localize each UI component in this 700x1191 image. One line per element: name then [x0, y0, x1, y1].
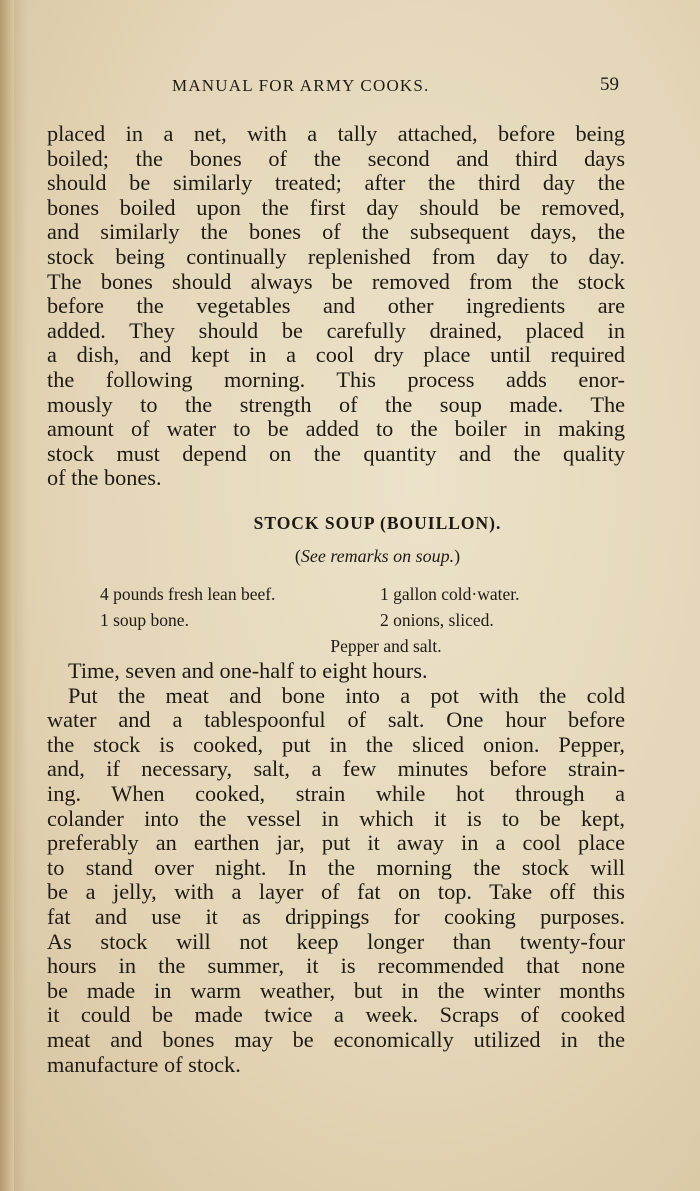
recipe-title: STOCK SOUP (BOUILLON). [253, 513, 502, 533]
text-line: and, if necessary, salt, a few minutes before strain- [47, 756, 625, 782]
paragraph-method [47, 659, 625, 1077]
text-line: amount of water to be added to the boiler in making [47, 416, 625, 442]
text-line: to stand over night. In the morning the stock will [47, 854, 625, 880]
ingredient-item: 1 gallon cold·water. [380, 584, 520, 604]
text-line: colander into the vessel in which it is to be kept, [47, 805, 625, 831]
text-line: hours in the summer, it is recommended that none [47, 953, 625, 979]
running-head: MANUAL FOR ARMY COOKS. [172, 76, 430, 95]
remarks-open-paren: ( [294, 546, 301, 566]
text-line: be a jelly, with a layer of fat on top. Take off this [47, 879, 625, 905]
text-line: preferably an earthen jar, put it away in a cool place [47, 830, 625, 856]
text-line: of the bones. [47, 465, 162, 491]
remarks-close-paren: ) [454, 546, 461, 566]
text-line: a dish, and kept in a cool dry place until required [47, 342, 625, 368]
text-line: placed in a net, with a tally attached, before being [47, 121, 625, 146]
text-line: fat and use it as drippings for cooking purposes. [47, 903, 625, 929]
text-line: Put the meat and bone into a pot with the cold [68, 682, 625, 708]
text-line: stock being continually replenished from day to day. [47, 243, 625, 269]
text-line: As stock will not keep longer than twenty-four [47, 928, 625, 954]
text-line: ing. When cooked, strain while hot through a [47, 780, 625, 806]
text-line: added. They should be carefully drained, placed in [47, 317, 625, 343]
text-line: be made in warm weather, but in the winter months [47, 977, 625, 1003]
ingredient-item: 2 onions, sliced. [380, 610, 494, 630]
text-line: manufacture of stock. [47, 1051, 241, 1077]
text-line: The bones should always be removed from the stock [47, 268, 625, 294]
recipe-remarks [0, 546, 700, 567]
text-line: the stock is cooked, put in the sliced onion. Pepper, [47, 731, 625, 757]
page-binding-edge [0, 0, 14, 1191]
text-line: Time, seven and one-half to eight hours. [68, 658, 428, 683]
text-line: before the vegetables and other ingredients are [47, 293, 625, 319]
paragraph-bones [47, 122, 625, 491]
seasoning-line: Pepper and salt. [330, 636, 442, 656]
text-line: it could be made twice a week. Scraps of cooked [47, 1002, 625, 1028]
ingredient-list [100, 581, 600, 659]
text-line: meat and bones may be economically utilized in the [47, 1026, 625, 1052]
text-line: water and a tablespoonful of salt. One hour before [47, 707, 625, 733]
text-line: should be similarly treated; after the third day the [47, 170, 625, 196]
text-line: boiled; the bones of the second and third days [47, 145, 625, 171]
text-line: and similarly the bones of the subsequent days, the [47, 219, 625, 245]
text-line: stock must depend on the quantity and the quality [47, 440, 625, 466]
text-line: the following morning. This process adds enor- [47, 366, 625, 392]
page-number: 59 [600, 74, 619, 95]
text-line: mously to the strength of the soup made. The [47, 391, 625, 417]
text-line: bones boiled upon the first day should be removed, [47, 194, 625, 220]
ingredient-item: 4 pounds fresh lean beef. [100, 584, 276, 604]
ingredient-row [100, 581, 600, 607]
ingredient-item: 1 soup bone. [100, 610, 189, 630]
remarks-text: See remarks on soup. [300, 546, 455, 566]
ingredient-row [100, 607, 600, 633]
